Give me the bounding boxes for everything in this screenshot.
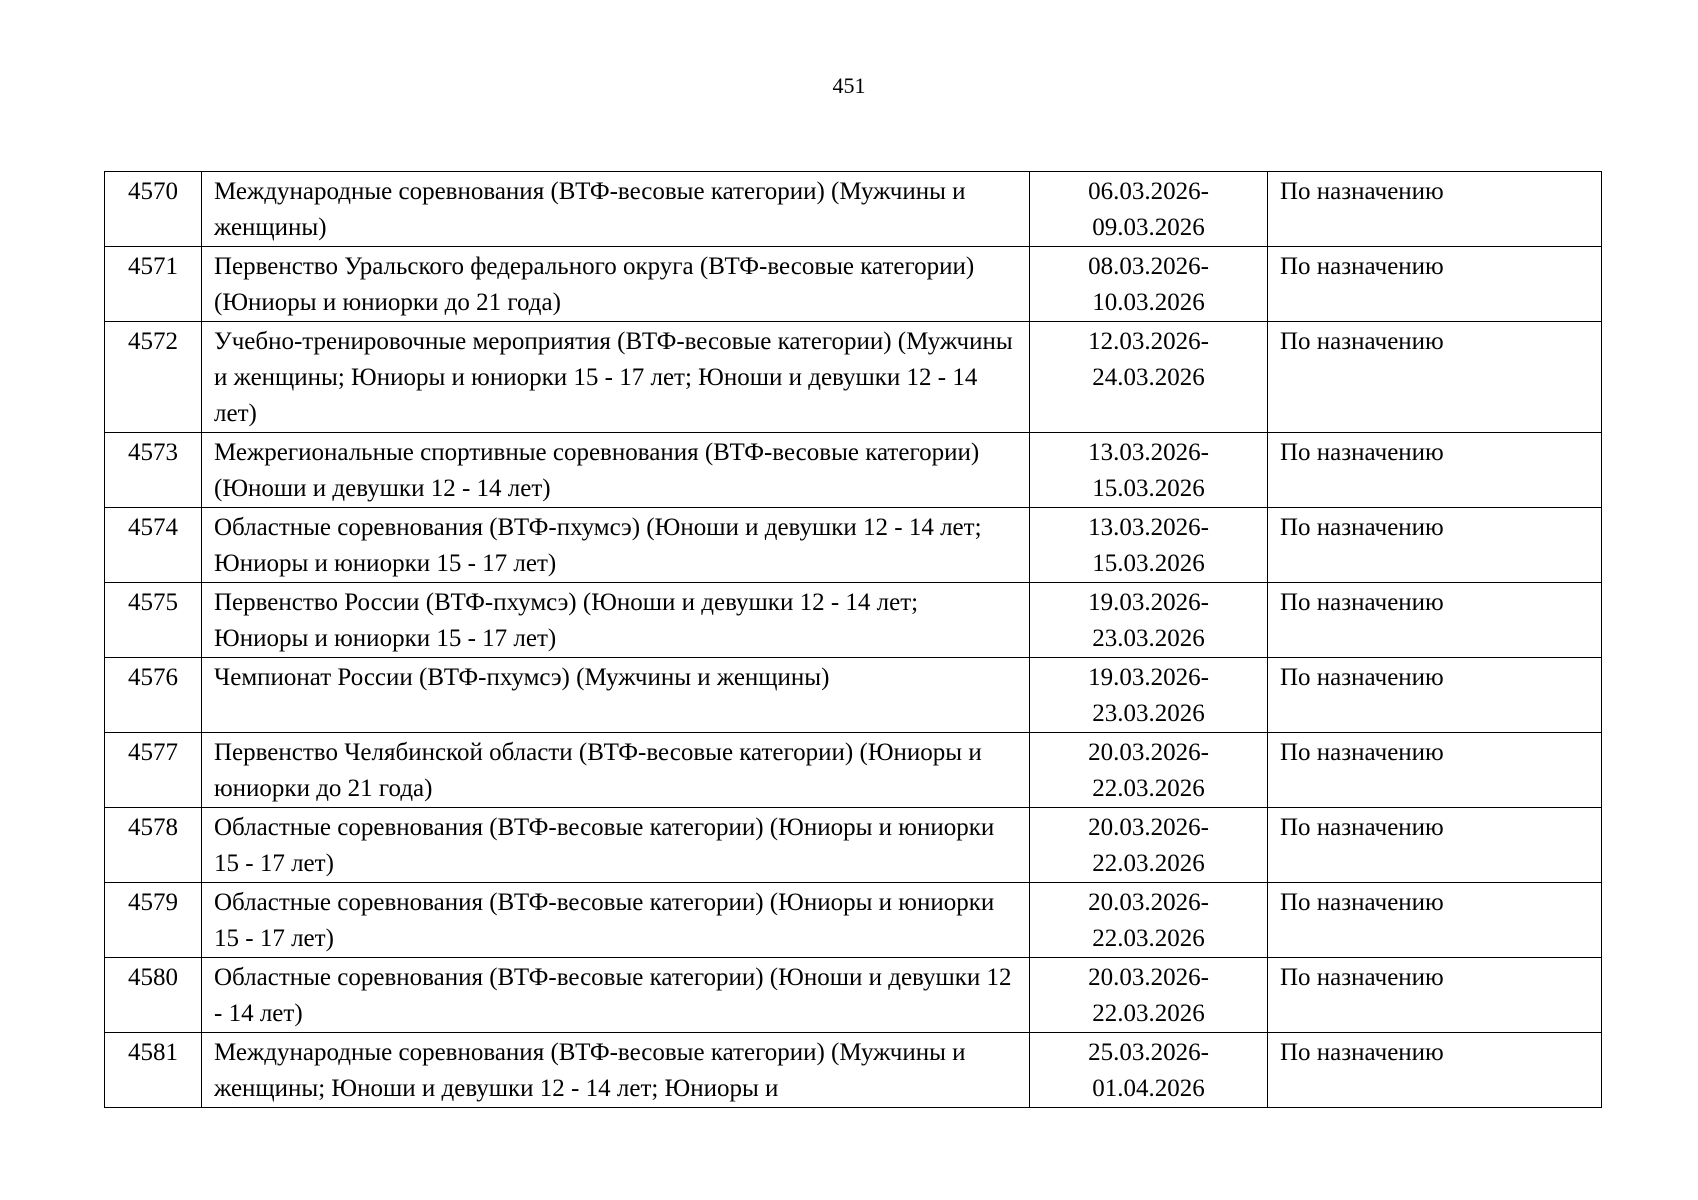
event-number: 4572 xyxy=(105,322,202,433)
event-name: Первенство Челябинской области (ВТФ-весовые категории) (Юниоры и юниорки до 21 года) xyxy=(202,733,1030,808)
event-name: Учебно-тренировочные мероприятия (ВТФ-весовые категории) (Мужчины и женщины; Юниоры и юниорки 15 - 17 лет; Юноши и девушки 12 - 14 лет) xyxy=(202,322,1030,433)
event-name: Первенство России (ВТФ-пхумсэ) (Юноши и девушки 12 - 14 лет; Юниоры и юниорки 15 - 17 лет) xyxy=(202,583,1030,658)
event-name: Областные соревнования (ВТФ-весовые категории) (Юниоры и юниорки 15 - 17 лет) xyxy=(202,808,1030,883)
event-dates: 13.03.2026- 15.03.2026 xyxy=(1030,508,1268,583)
event-number: 4577 xyxy=(105,733,202,808)
page-number: 451 xyxy=(832,73,866,98)
event-dates: 13.03.2026- 15.03.2026 xyxy=(1030,433,1268,508)
table-row xyxy=(105,322,1602,433)
table-row xyxy=(105,733,1602,808)
event-number: 4576 xyxy=(105,658,202,733)
event-dates: 20.03.2026- 22.03.2026 xyxy=(1030,808,1268,883)
event-place: По назначению xyxy=(1268,433,1602,508)
event-place: По назначению xyxy=(1268,958,1602,1033)
event-place: По назначению xyxy=(1268,733,1602,808)
event-number: 4581 xyxy=(105,1033,202,1108)
event-dates: 06.03.2026- 09.03.2026 xyxy=(1030,172,1268,247)
event-number: 4580 xyxy=(105,958,202,1033)
event-place: По назначению xyxy=(1268,508,1602,583)
table-row xyxy=(105,583,1602,658)
events-table xyxy=(104,171,1602,1108)
event-name: Международные соревнования (ВТФ-весовые категории) (Мужчины и женщины) xyxy=(202,172,1030,247)
event-dates: 25.03.2026- 01.04.2026 xyxy=(1030,1033,1268,1108)
event-name: Чемпионат России (ВТФ-пхумсэ) (Мужчины и женщины) xyxy=(202,658,1030,733)
table-row xyxy=(105,247,1602,322)
event-number: 4570 xyxy=(105,172,202,247)
event-place: По назначению xyxy=(1268,1033,1602,1108)
table-row xyxy=(105,658,1602,733)
event-name: Областные соревнования (ВТФ-пхумсэ) (Юноши и девушки 12 - 14 лет; Юниоры и юниорки 15 - 17 лет) xyxy=(202,508,1030,583)
event-number: 4571 xyxy=(105,247,202,322)
event-number: 4579 xyxy=(105,883,202,958)
event-name: Международные соревнования (ВТФ-весовые категории) (Мужчины и женщины; Юноши и девушки 12 - 14 лет; Юниоры и xyxy=(202,1033,1030,1108)
event-place: По назначению xyxy=(1268,583,1602,658)
event-place: По назначению xyxy=(1268,172,1602,247)
event-dates: 08.03.2026- 10.03.2026 xyxy=(1030,247,1268,322)
table-row xyxy=(105,883,1602,958)
event-dates: 20.03.2026- 22.03.2026 xyxy=(1030,733,1268,808)
table-row xyxy=(105,808,1602,883)
table-row xyxy=(105,172,1602,247)
table-row xyxy=(105,508,1602,583)
event-place: По назначению xyxy=(1268,322,1602,433)
event-dates: 19.03.2026- 23.03.2026 xyxy=(1030,583,1268,658)
event-dates: 19.03.2026- 23.03.2026 xyxy=(1030,658,1268,733)
event-number: 4573 xyxy=(105,433,202,508)
event-dates: 12.03.2026- 24.03.2026 xyxy=(1030,322,1268,433)
event-place: По назначению xyxy=(1268,883,1602,958)
event-number: 4578 xyxy=(105,808,202,883)
event-name: Областные соревнования (ВТФ-весовые категории) (Юноши и девушки 12 - 14 лет) xyxy=(202,958,1030,1033)
table-row xyxy=(105,958,1602,1033)
event-name: Областные соревнования (ВТФ-весовые категории) (Юниоры и юниорки 15 - 17 лет) xyxy=(202,883,1030,958)
event-dates: 20.03.2026- 22.03.2026 xyxy=(1030,958,1268,1033)
event-number: 4575 xyxy=(105,583,202,658)
event-place: По назначению xyxy=(1268,808,1602,883)
table-row xyxy=(105,433,1602,508)
event-name: Межрегиональные спортивные соревнования (ВТФ-весовые категории) (Юноши и девушки 12 - 14 лет) xyxy=(202,433,1030,508)
event-number: 4574 xyxy=(105,508,202,583)
event-place: По назначению xyxy=(1268,658,1602,733)
table-row xyxy=(105,1033,1602,1108)
event-place: По назначению xyxy=(1268,247,1602,322)
event-name: Первенство Уральского федерального округа (ВТФ-весовые категории) (Юниоры и юниорки до 21 года) xyxy=(202,247,1030,322)
event-dates: 20.03.2026- 22.03.2026 xyxy=(1030,883,1268,958)
